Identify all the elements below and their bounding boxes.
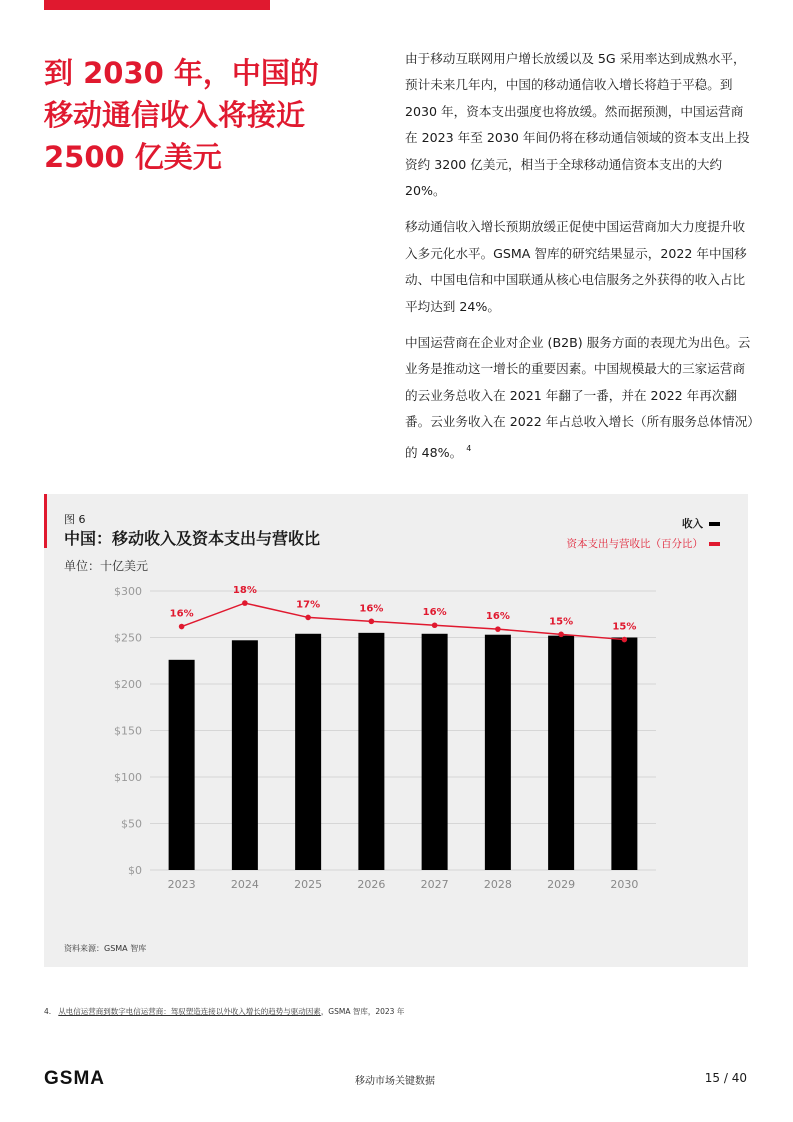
footnote-number: 4. (44, 1007, 52, 1016)
footnote (44, 1006, 404, 1017)
data-label: 16% (485, 611, 510, 623)
capex-ratio-point (369, 619, 375, 625)
paragraph: 移动通信收入增长预期放缓正促使中国运营商加大力度提升收入多元化水平。GSMA 智库的研究结果显示，2022 年中国移动、中国电信和中国联通从核心电信服务之外获得的收入占比平均达到 24%。 (405, 219, 747, 314)
figure-panel (44, 494, 748, 967)
top-accent-bar (44, 0, 270, 10)
body-text (405, 46, 755, 476)
gsma-logo: GSMA (44, 1068, 105, 1089)
y-tick-label: $250 (114, 631, 142, 645)
bar (358, 633, 384, 870)
bar (232, 640, 258, 870)
x-tick-label: 2024 (230, 878, 259, 891)
title-line: 2500 亿美元 (44, 140, 222, 174)
data-label: 15% (612, 621, 637, 633)
paragraph: 由于移动互联网用户增长放缓以及 5G 采用率达到成熟水平，预计未来几年内，中国的移动通信收入增长将趋于平稳。到 2030 年，资本支出强度也将放缓。然而据预测，中国运营商在 2023 年至 2030 年间仍将在移动通信领域的资本支出上投资约 3200 亿美元，相当于全球移动通信资本支出的大约 20%。 (405, 51, 750, 199)
x-tick-label: 2029 (547, 878, 576, 891)
capex-ratio-point (242, 600, 248, 606)
paragraph-text: 中国运营商在企业对企业 (B2B) 服务方面的表现尤为出色。云业务是推动这一增长的重要因素。中国规模最大的三家运营商的云业务总收入在 2021 年翻了一番，并在 2022 年再次翻番。云业务收入在 2022 年占总收入增长（所有服务总体情况）的 48%。 (405, 335, 754, 460)
y-tick-label: $200 (114, 678, 142, 691)
legend-label: 资本支出与营收比（百分比） (566, 538, 703, 550)
data-label: 16% (422, 607, 447, 619)
x-tick-label: 2025 (294, 878, 323, 891)
title-line: 移动通信收入将接近 (44, 98, 306, 132)
chart (44, 494, 748, 967)
x-tick-label: 2030 (610, 878, 639, 891)
footer-section-title: 移动市场关键数据 (355, 1076, 435, 1087)
y-tick-label: $150 (114, 724, 142, 738)
title-line: 到 2030 年，中国的 (44, 56, 319, 90)
bar (485, 635, 511, 870)
x-tick-label: 2026 (357, 878, 386, 891)
data-label: 16% (169, 608, 194, 620)
bar (548, 636, 574, 870)
bar (611, 638, 637, 871)
legend-label: 收入 (682, 518, 703, 530)
paragraph (405, 330, 755, 466)
bar (169, 660, 195, 870)
page-number: 15 / 40 (704, 1071, 747, 1085)
capex-ratio-point (558, 632, 564, 638)
footnote-link[interactable]: 从电信运营商到数字电信运营商：驾驭塑造连接以外收入增长的趋势与驱动因素 (58, 1007, 321, 1016)
figure-source: 资料来源：GSMA 智库 (64, 944, 147, 953)
y-tick-label: $100 (114, 771, 142, 784)
bar (295, 634, 321, 870)
capex-ratio-point (495, 626, 501, 632)
capex-ratio-point (432, 622, 438, 628)
data-label: 18% (232, 585, 257, 597)
figure-unit: 单位：十亿美元 (64, 559, 149, 573)
x-tick-label: 2028 (483, 878, 512, 891)
data-label: 16% (359, 603, 384, 615)
footnote-ref[interactable]: 4 (466, 443, 472, 453)
capex-ratio-point (179, 624, 185, 630)
bar (422, 634, 448, 870)
x-tick-label: 2027 (420, 878, 449, 891)
x-tick-label: 2023 (167, 878, 196, 891)
data-label: 15% (549, 616, 574, 628)
capex-ratio-point (622, 637, 628, 643)
figure-label: 图 6 (64, 513, 86, 526)
capex-ratio-point (305, 615, 311, 621)
footnote-text: ，GSMA 智库，2023 年 (320, 1007, 405, 1016)
y-tick-label: $0 (128, 864, 142, 877)
data-label: 17% (296, 599, 321, 611)
y-tick-label: $300 (114, 585, 142, 598)
y-tick-label: $50 (121, 817, 142, 831)
page-title (44, 52, 374, 178)
figure-title: 中国：移动收入及资本支出与营收比 (64, 529, 321, 548)
